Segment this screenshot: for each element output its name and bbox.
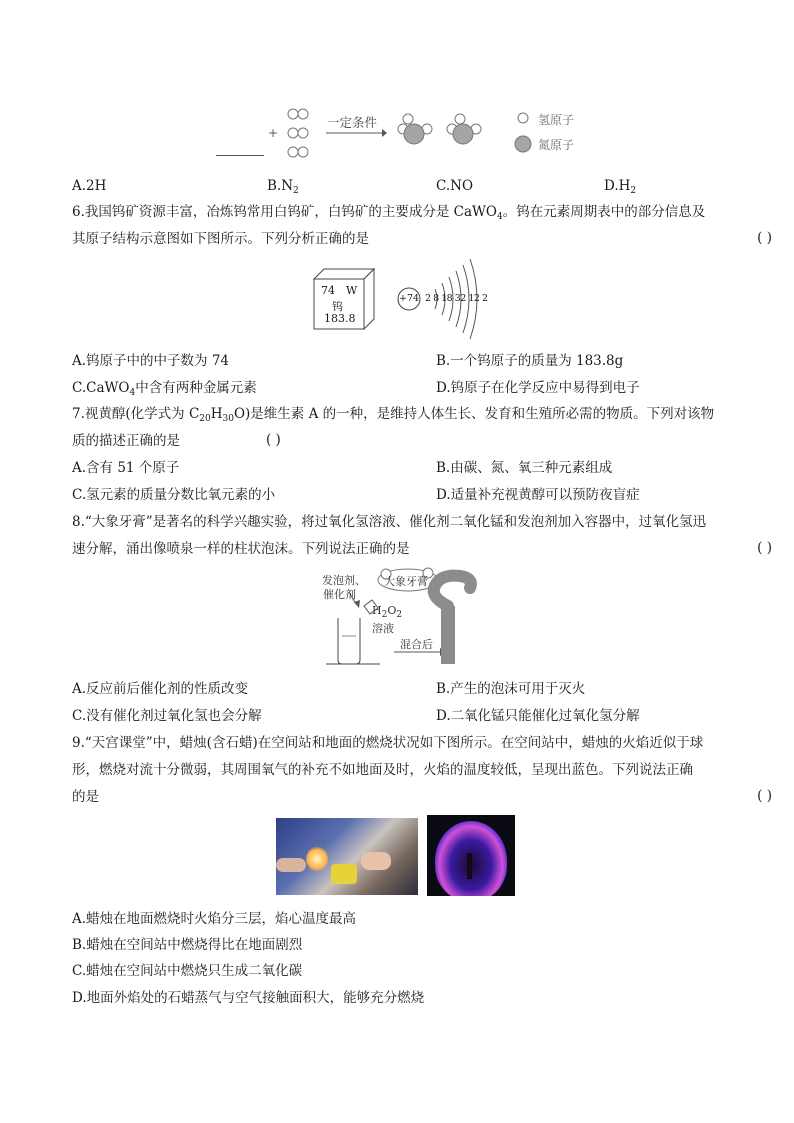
q6-option-c: C.CaWO$_4$中含有两种金属元素 (72, 380, 257, 398)
label-elephant-toothpaste: 大象牙膏 (384, 575, 428, 588)
blank-line (216, 155, 264, 156)
reaction-condition: 一定条件 (327, 115, 378, 130)
label-h2o2: $H_2O_2$ (372, 604, 403, 620)
q5-option-a: A.2H (72, 178, 107, 194)
q8-stem-line1: 8.“大象牙膏”是著名的科学兴趣实验，将过氧化氢溶液、催化剂二氧化锰和发泡剂加入容器中，过氧化氢迅 (72, 514, 707, 530)
q7-option-a: A.含有 51 个原子 (72, 460, 180, 476)
q6-option-a: A.钨原子中的中子数为 74 (72, 353, 230, 369)
nucleus-charge: +74 (399, 293, 420, 304)
q7-option-d: D.适量补充视黄醇可以预防夜盲症 (436, 487, 640, 503)
q6-answer-blank: ( ) (757, 230, 772, 246)
q6-stem-line2: 其原子结构示意图如下图所示。下列分析正确的是 (72, 231, 369, 247)
q8-option-b: B.产生的泡沫可用于灭火 (436, 681, 586, 697)
q9-answer-blank: ( ) (757, 788, 772, 804)
q6-option-b: B.一个钨原子的质量为 183.8g (436, 353, 624, 369)
q7-option-c: C.氢元素的质量分数比氧元素的小 (72, 487, 276, 503)
q9-option-c: C.蜡烛在空间站中燃烧只生成二氧化碳 (72, 963, 303, 979)
q8-answer-blank: ( ) (757, 540, 772, 556)
q6-option-d: D.钨原子在化学反应中易得到电子 (436, 380, 640, 396)
q9-stem-line3: 的是 (72, 789, 99, 805)
legend-nitrogen: 氮原子 (538, 138, 575, 152)
element-atomic-number: 74 (321, 284, 335, 297)
q9-option-a: A.蜡烛在地面燃烧时火焰分三层，焰心温度最高 (72, 911, 357, 927)
ammonia-molecules-icon (392, 112, 484, 154)
q9-option-b: B.蜡烛在空间站中燃烧得比在地面剧烈 (72, 937, 303, 953)
q5-option-d: $D.H_2$ (604, 178, 637, 196)
hydrogen-molecules-icon (284, 106, 314, 160)
q7-stem-line1: 7.视黄醇(化学式为 $C_{20}H_{30}O$)是维生素 A 的一种，是维持人体生长、发育和生殖所必需的物质。下列对该物 (72, 406, 715, 424)
label-catalyst: 催化剂 (323, 588, 356, 601)
label-solution: 溶液 (372, 622, 394, 635)
q9-stem-line2: 形，燃烧对流十分微弱，其周围氧气的补充不如地面及时，火焰的温度较低，呈现出蓝色。下列说法正确 (72, 762, 693, 778)
candle-in-space-photo (427, 815, 515, 896)
q8-option-c: C.没有催化剂过氧化氢也会分解 (72, 708, 262, 724)
label-foaming-agent: 发泡剂、 (322, 574, 366, 587)
label-after-mixing: 混合后 (400, 638, 433, 651)
element-symbol: W (346, 284, 358, 297)
element-mass: 183.8 (324, 312, 356, 325)
q8-stem-line2: 速分解，涌出像喷泉一样的柱状泡沫。下列说法正确的是 (72, 541, 410, 557)
q5-option-b: $B.N_2$ (267, 178, 299, 196)
electron-shells: 2 8 18 32 12 2 (425, 293, 488, 304)
q7-answer-blank: ( ) (266, 432, 281, 448)
q6-stem-line1: 6.我国钨矿资源丰富，冶炼钨常用白钨矿，白钨矿的主要成分是 CaWO$_4$。钨在元素周期表中的部分信息及 (72, 204, 706, 222)
legend-icons (512, 108, 536, 156)
q9-stem-line1: 9.“天宫课堂”中，蜡烛(含石蜡)在空间站和地面的燃烧状况如下图所示。在空间站中，蜡烛的火焰近似于球 (72, 735, 704, 751)
q7-stem-line2: 质的描述正确的是 (72, 433, 180, 449)
q7-option-b: B.由碳、氮、氧三种元素组成 (436, 460, 613, 476)
legend-hydrogen: 氢原子 (538, 113, 575, 127)
reaction-arrow-icon (324, 128, 388, 138)
element-name: 钨 (332, 300, 343, 313)
q9-option-d: D.地面外焰处的石蜡蒸气与空气接触面积大，能够充分燃烧 (72, 990, 425, 1006)
plus-sign: + (268, 126, 279, 140)
q5-option-c: C.NO (436, 178, 474, 194)
q8-option-d: D.二氧化锰只能催化过氧化氢分解 (436, 708, 640, 724)
candle-on-ground-photo (276, 818, 418, 895)
q8-option-a: A.反应前后催化剂的性质改变 (72, 681, 249, 697)
